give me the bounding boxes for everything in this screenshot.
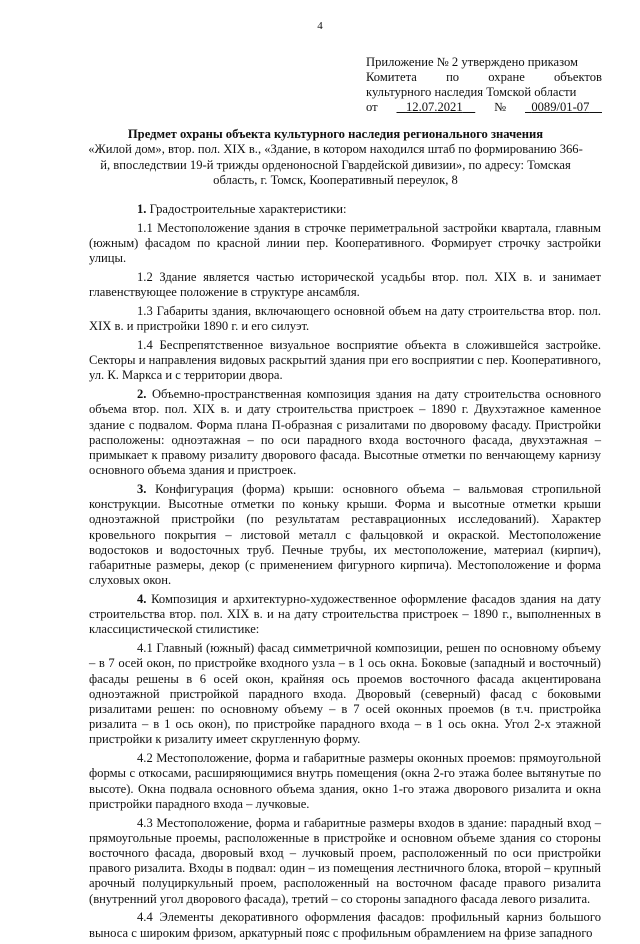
paragraph-4-2 xyxy=(89,751,601,812)
paragraph-text: Местоположение здания в строчке периметральной застройки квартала, главным (южным) фасадом по красной линии пер. Кооперативного. Формирует строчку застройки улицы. xyxy=(89,220,602,266)
title-object: «Жилой дом», втор. пол. XIX в., «Здание, в котором находился штаб по формированию 366-й, впоследствии 19-й трижды орденоносной Гвардейской дивизии», по адресу: Томская область, г. Томск, Кооперативный переулок, 8 xyxy=(88,142,583,188)
paragraph-4 xyxy=(89,592,601,638)
paragraph-number: 4.2 xyxy=(137,751,153,766)
paragraph-text: Градостроительные характеристики: xyxy=(149,202,347,216)
paragraph-text: Здание является частью исторической усадьбы втор. пол. XIX в. и занимает главенствующее положение в структуре ансамбля. xyxy=(89,270,601,300)
paragraph-4-4 xyxy=(89,910,601,940)
paragraph-number: 4. xyxy=(137,592,147,607)
paragraph-1-4 xyxy=(89,338,601,384)
paragraph-number: 1.3 xyxy=(137,304,153,318)
paragraph-1-1 xyxy=(89,221,601,267)
approval-date-value: 12.07.2021 xyxy=(405,100,463,114)
paragraph-number: 1. xyxy=(137,202,147,216)
approval-number-value: 0089/01-07 xyxy=(531,100,590,114)
paragraph-number: 2. xyxy=(137,387,147,402)
paragraph-2 xyxy=(89,387,601,478)
page-number: 4 xyxy=(317,20,323,32)
document-body xyxy=(89,202,601,944)
paragraph-3 xyxy=(89,482,601,588)
document-title xyxy=(88,127,583,189)
paragraph-text: Местоположение, форма и габаритные размеры оконных проемов: прямоугольной формы с откосами, расширяющимися внутрь помещения (окна 2-го этажа более вытянутые по высоте). Окна подвала основного объема здания, окно 1-го этажа дворового ризалита и окна пристройки парадного входа – лучковые. xyxy=(89,751,601,811)
title-bold: Предмет охраны объекта культурного наследия регионального значения xyxy=(127,127,544,141)
paragraph-text: Композиция и архитектурно-художественное оформление фасадов здания на дату строительства втор. пол. XIX в. и на дату строительства пристроек – 1890 г., выполненных в классицистической стилистике: xyxy=(89,592,601,637)
approval-line-1: Приложение № 2 утверждено приказом xyxy=(366,55,579,69)
paragraph-text: Местоположение, форма и габаритные размеры входов в здание: парадный вход – прямоугольные проемы, расположенные в пристройке и основном объеме здания со стороны восточного фасада, дворовый вход – лучковый проем, расположенный по оси пристройки правого ризалита. Входы в подвал: один – из помещения лестничного блока, второй – крупный арочный полуциркульный проем, расположенный на восточном фасаде правого ризалита (внутренний угол дворового фасада), третий – со стороны западного фасада левого ризалита. xyxy=(89,815,601,906)
paragraph-text: Элементы декоративного оформления фасадов: профильный карниз большого выноса с широким фризом, аркатурный пояс с профильным обрамлением на фризе западного xyxy=(89,910,601,940)
paragraph-number: 1.4 xyxy=(137,338,153,352)
approval-number-label: № xyxy=(494,100,507,114)
paragraph-text: Объемно-пространственная композиция здания на дату строительства основного объема втор. пол. XIX в. и дату строительства пристроек – 1890 г. Двухэтажное каменное здание с подвалом. Форма плана П-образная с ризалитами по дворовому фасаду. Пристройки расположены: одноэтажная – по оси парадного входа восточного фасада, двухэтажная – примыкает к правому ризалиту дворового фасада. Высотные отметки по венчающему карнизу основного объема здания и пристроек. xyxy=(89,387,602,478)
paragraph-text: Беспрепятственное визуальное восприятие объекта в сложившейся застройке. Секторы и направления видовых раскрытий здания при его восприятии с пер. Кооперативного, ул. К. Маркса и с территории двора. xyxy=(89,338,602,383)
paragraph-text: Габариты здания, включающего основной объем на дату строительства втор. пол. XIX в. и пристройки 1890 г. и его силуэт. xyxy=(89,304,601,334)
paragraph-text: Конфигурация (форма) крыши: основного объема – вальмовая стропильной конструкции. Высотные отметки по коньку крыши. Форма и высотные отметки крыши одноэтажной пристройки (по результатам реставрационных исследований). Характер кровельного покрытия – листовой металл с фальцовкой и окраской. Местоположение водостоков и водосточных труб. Печные трубы, их местоположение, материал (кирпич), габаритные размеры, декор (с применением фигурного кирпича). Местоположение и форма слуховых окон. xyxy=(89,482,601,588)
paragraph-number: 4.1 xyxy=(137,641,153,656)
paragraph-number: 1.2 xyxy=(137,270,153,284)
paragraph-number: 4.3 xyxy=(137,815,153,830)
paragraph-1-2 xyxy=(89,270,601,300)
paragraph-text: Главный (южный) фасад симметричной композиции, решен по основному объему – в 7 осей окон, по пристройке входного узла – в 1 ось окна. Боковые (западный и восточный) фасады решены в 6 осей окон, крайняя ось проемов восточного фасада акцентирована одноэтажной пристройкой парадного входа. Дворовый (северный) фасад с боковыми ризалитами решен: по основному объему – в 7 осей оконных проемов (в т.ч. пристройка ризалита – в 1 ось окон), по пристройке парадного входа – в 1 ось окна. Угол 2-х этажной пристройки к ризалиту имеет скругленную форму. xyxy=(89,641,601,747)
approval-date xyxy=(397,100,476,115)
paragraph-number: 1.1 xyxy=(137,220,153,235)
approval-block xyxy=(366,55,602,115)
paragraph-number: 3. xyxy=(137,482,147,497)
approval-date-line xyxy=(366,100,602,115)
paragraph-1 xyxy=(89,202,601,217)
paragraph-number: 4.4 xyxy=(137,910,153,925)
approval-number xyxy=(525,100,602,115)
approval-line-2: Комитета по охране объектов xyxy=(366,70,602,84)
paragraph-4-1 xyxy=(89,641,601,747)
approval-line-3: культурного наследия Томской области xyxy=(366,85,577,99)
paragraph-4-3 xyxy=(89,816,601,907)
paragraph-1-3 xyxy=(89,304,601,334)
approval-from-label: от xyxy=(366,100,378,114)
